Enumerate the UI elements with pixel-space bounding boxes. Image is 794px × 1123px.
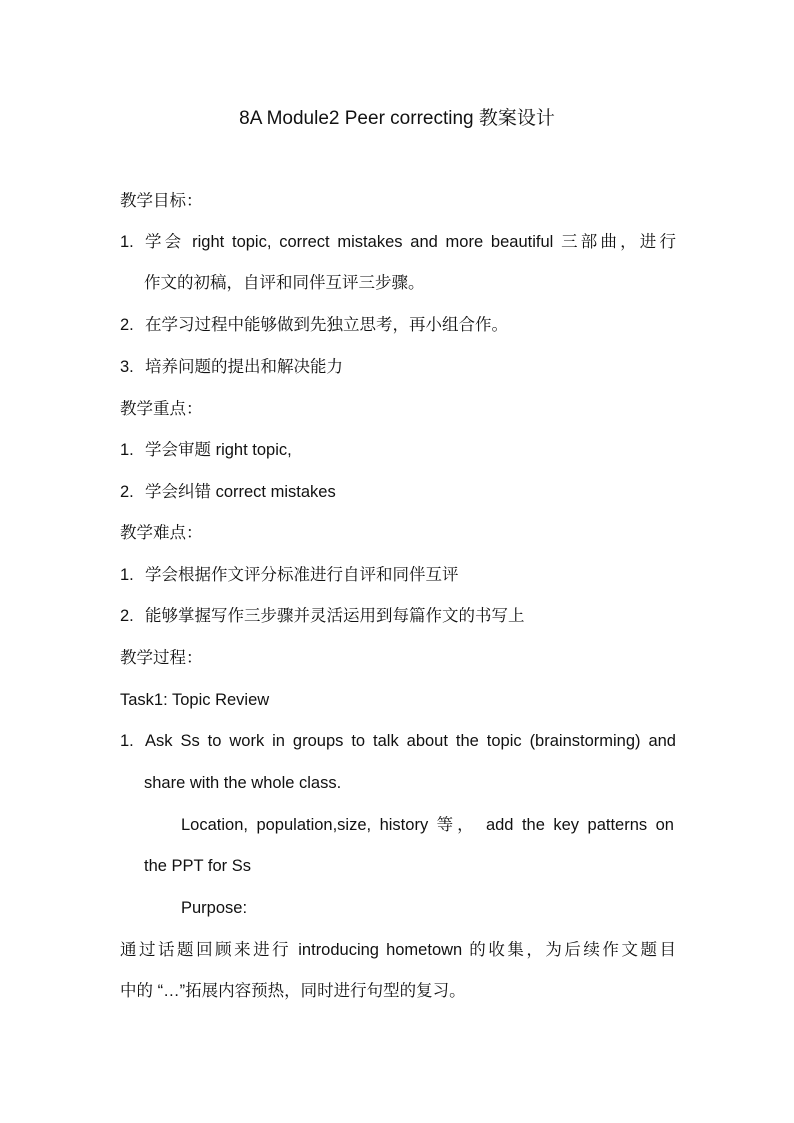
- objective-text-line2: 作文的初稿，自评和同伴互评三步骤。: [144, 274, 425, 292]
- objective-text: 培养问题的提出和解决能力: [145, 358, 343, 376]
- task1-title: Task1: Topic Review: [120, 691, 270, 709]
- list-number: 1.: [120, 441, 134, 459]
- key-points-heading: 教学重点：: [120, 400, 203, 418]
- process-heading: 教学过程：: [120, 649, 203, 667]
- list-number: 2.: [120, 483, 134, 501]
- key-point-text: 学会审题 right topic,: [145, 441, 292, 459]
- task1-detail-line2: the PPT for Ss: [144, 857, 251, 875]
- list-number: 2.: [120, 316, 134, 334]
- task1-step-line1: Ask Ss to work in groups to talk about the topic (brainstorming) and: [145, 732, 676, 750]
- task1-detail-line1: Location, population,size, history 等， add the key patterns on: [181, 816, 674, 834]
- key-point-text: 学会纠错 correct mistakes: [145, 483, 336, 501]
- list-number: 1.: [120, 566, 134, 584]
- difficulty-text: 能够掌握写作三步骤并灵活运用到每篇作文的书写上: [145, 607, 525, 625]
- list-number: 3.: [120, 358, 134, 376]
- task1-step-line2: share with the whole class.: [144, 774, 342, 792]
- list-number: 1.: [120, 732, 134, 750]
- list-number: 1.: [120, 233, 134, 251]
- difficulty-text: 学会根据作文评分标准进行自评和同伴互评: [145, 566, 459, 584]
- purpose-line2: 中的 “…”拓展内容预热，同时进行句型的复习。: [120, 982, 466, 1000]
- objective-text: 在学习过程中能够做到先独立思考，再小组合作。: [145, 316, 508, 334]
- document-title: 8A Module2 Peer correcting 教案设计: [239, 108, 555, 129]
- list-number: 2.: [120, 607, 134, 625]
- objective-text-line1: 学会 right topic, correct mistakes and more beautiful 三部曲，进行: [145, 233, 676, 251]
- difficulties-heading: 教学难点：: [120, 524, 203, 542]
- objectives-heading: 教学目标：: [120, 192, 203, 210]
- purpose-line1: 通过话题回顾来进行 introducing hometown 的收集，为后续作文题目: [120, 941, 676, 959]
- purpose-label: Purpose:: [181, 899, 248, 917]
